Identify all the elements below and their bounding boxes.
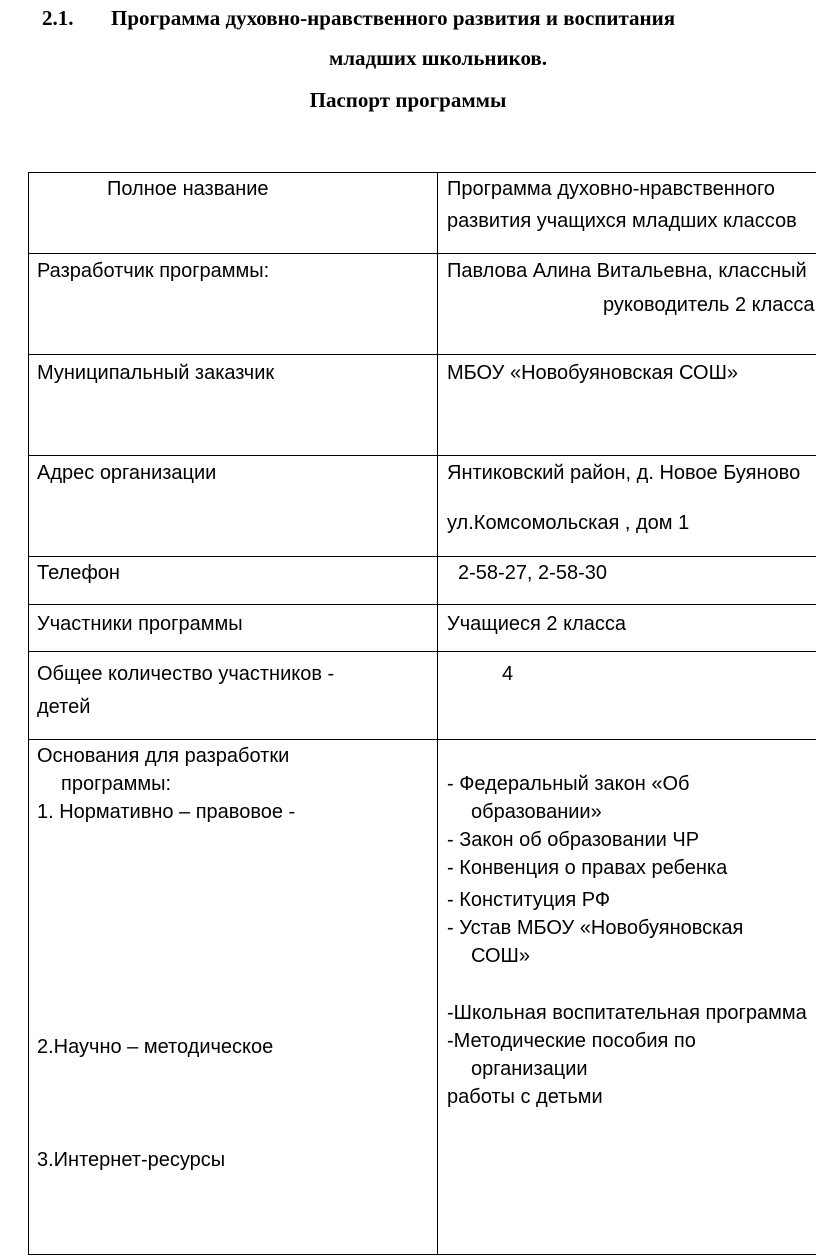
participants-label: Участники программы [37,613,243,635]
table-row-divider [28,604,816,605]
basis-label-line2: программы: [61,773,172,795]
legal-doc-item: - Закон об образовании ЧР [447,829,700,851]
legal-doc-item: СОШ» [471,945,531,967]
legal-doc-item: - Устав МБОУ «Новобуяновская [447,917,744,939]
table-row-divider [28,556,816,557]
legal-doc-item: - Конвенция о правах ребенка [447,857,728,879]
table-row-divider [28,651,816,652]
participant-count-value: 4 [502,663,514,685]
basis-label-line1: Основания для разработки [37,745,290,767]
address-value-line2: ул.Комсомольская , дом 1 [447,512,690,534]
table-row-divider [28,354,816,355]
customer-value: МБОУ «Новобуяновская СОШ» [447,362,739,384]
developer-value-line1: Павлова Алина Витальевна, классный [447,260,807,282]
section-number: 2.1. [42,6,74,30]
method-doc-item: -Школьная воспитательная программа [447,1002,807,1024]
address-label: Адрес организации [37,462,217,484]
phone-value: 2-58-27, 2-58-30 [458,562,607,584]
method-doc-item: -Методические пособия по [447,1030,696,1052]
document-subtitle: Паспорт программы [309,88,507,112]
passport-table [28,172,816,1255]
participants-value: Учащиеся 2 класса [447,613,626,635]
participant-count-label-line1: Общее количество участников - [37,663,335,685]
customer-label: Муниципальный заказчик [37,362,275,384]
full-name-label: Полное название [107,178,269,200]
basis-item-internet: 3.Интернет-ресурсы [37,1149,226,1171]
basis-item-legal: 1. Нормативно – правовое - [37,801,296,823]
document-title-line1: Программа духовно-нравственного развития и воспитания [111,6,676,30]
legal-doc-item: - Федеральный закон «Об [447,773,690,795]
participant-count-label-line2: детей [37,696,91,718]
developer-label: Разработчик программы: [37,260,270,282]
table-row-divider [28,455,816,456]
basis-item-method: 2.Научно – методическое [37,1036,274,1058]
table-column-divider [437,172,438,1255]
phone-label: Телефон [37,562,120,584]
legal-doc-item: образовании» [471,801,602,823]
document-title-line2: младших школьников. [328,46,548,70]
full-name-value-line1: Программа духовно-нравственного [447,178,775,200]
method-doc-item: работы с детьми [447,1086,603,1108]
table-row-divider [28,739,816,740]
address-value-line1: Янтиковский район, д. Новое Буяново [447,462,801,484]
method-doc-item: организации [471,1058,588,1080]
table-row-divider [28,253,816,254]
legal-doc-item: - Конституция РФ [447,889,611,911]
full-name-value-line2: развития учащихся младших классов [447,210,797,232]
developer-value-line2: руководитель 2 класса [603,294,815,316]
